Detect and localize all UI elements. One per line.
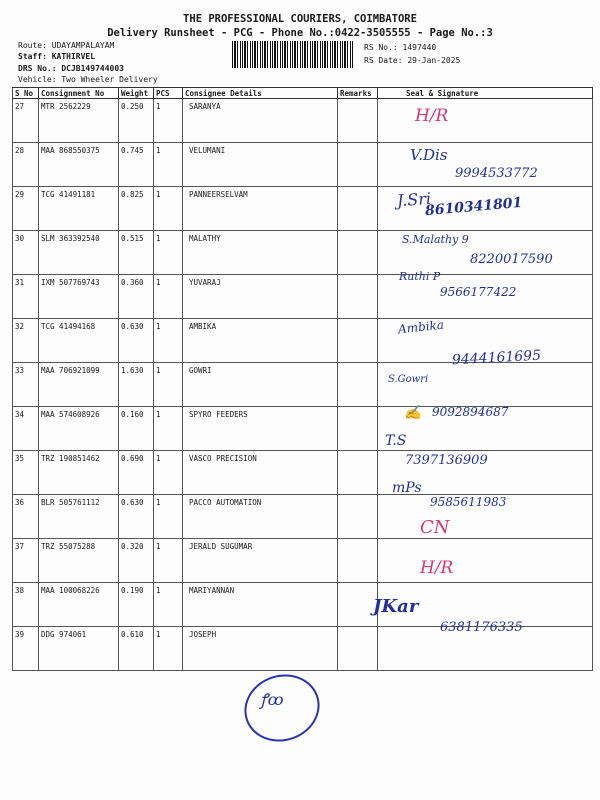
- handwritten-signature: Ambika: [397, 317, 445, 337]
- handwritten-phone: 6381176335: [440, 620, 523, 635]
- row-remarks: [338, 451, 378, 495]
- row-weight: 0.630: [119, 319, 154, 363]
- row-weight: 0.250: [119, 99, 154, 143]
- row-pcs: 1: [154, 407, 183, 451]
- row-consignee: JOSEPH: [183, 627, 338, 671]
- row-consignee: AMBIKA: [183, 319, 338, 363]
- row-consignee: VASCO PRECISION: [183, 451, 338, 495]
- row-pcs: 1: [154, 99, 183, 143]
- col-remarks: Remarks: [338, 88, 378, 99]
- row-pcs: 1: [154, 187, 183, 231]
- row-sno: 30: [13, 231, 39, 275]
- row-remarks: [338, 187, 378, 231]
- row-remarks: [338, 583, 378, 627]
- row-sno: 33: [13, 363, 39, 407]
- row-weight: 0.360: [119, 275, 154, 319]
- row-consignment: MAA 100068226: [39, 583, 119, 627]
- col-consignee: Consignee Details: [183, 88, 338, 99]
- handwritten-phone: 9566177422: [440, 285, 517, 299]
- row-remarks: [338, 627, 378, 671]
- row-pcs: 1: [154, 231, 183, 275]
- row-weight: 0.190: [119, 583, 154, 627]
- row-remarks: [338, 495, 378, 539]
- row-sno: 27: [13, 99, 39, 143]
- handwritten-phone: 9092894687: [432, 405, 509, 419]
- handwritten-signature: V.Dis: [410, 146, 448, 164]
- col-weight: Weight: [119, 88, 154, 99]
- row-consignee: YUVARAJ: [183, 275, 338, 319]
- handwritten-signature: J.Sri: [396, 188, 432, 211]
- row-consignment: TRZ 55075288: [39, 539, 119, 583]
- row-remarks: [338, 363, 378, 407]
- handwritten-signature-mark: ✍: [404, 405, 422, 421]
- row-consignment: TCG 41491181: [39, 187, 119, 231]
- row-consignee: PACCO AUTOMATION: [183, 495, 338, 539]
- row-remarks: [338, 143, 378, 187]
- handwritten-signature: JKar: [373, 596, 419, 617]
- handwritten-phone: 9994533772: [455, 166, 538, 181]
- row-pcs: 1: [154, 363, 183, 407]
- col-sno: S No: [13, 88, 39, 99]
- handwritten-phone: 9585611983: [430, 495, 507, 509]
- row-consignee: MARIYANNAN: [183, 583, 338, 627]
- row-sno: 38: [13, 583, 39, 627]
- row-consignee: SPYRO FEEDERS: [183, 407, 338, 451]
- row-pcs: 1: [154, 451, 183, 495]
- row-pcs: 1: [154, 539, 183, 583]
- handwritten-remark: H/R: [415, 106, 449, 126]
- runsheet-subtitle: Delivery Runsheet - PCG - Phone No.:0422-3505555 - Page No.:3: [107, 27, 493, 39]
- row-sno: 39: [13, 627, 39, 671]
- staff-label: Staff: KATHIRVEL: [18, 52, 96, 61]
- col-pcs: PCS: [154, 88, 183, 99]
- row-pcs: 1: [154, 143, 183, 187]
- row-sno: 36: [13, 495, 39, 539]
- company-title: THE PROFESSIONAL COURIERS, COIMBATORE: [183, 13, 417, 25]
- row-consignee: MALATHY: [183, 231, 338, 275]
- row-consignment: SLM 363392540: [39, 231, 119, 275]
- row-consignee: JERALD SUGUMAR: [183, 539, 338, 583]
- rs-date: RS Date: 29-Jan-2025: [364, 56, 461, 65]
- row-remarks: [338, 231, 378, 275]
- row-weight: 0.630: [119, 495, 154, 539]
- row-consignment: IXM 507769743: [39, 275, 119, 319]
- row-sno: 32: [13, 319, 39, 363]
- row-consignment: DDG 974061: [39, 627, 119, 671]
- row-weight: 1.630: [119, 363, 154, 407]
- handwritten-signature: T.S: [385, 433, 407, 449]
- row-sno: 34: [13, 407, 39, 451]
- row-remarks: [338, 275, 378, 319]
- barcode: [232, 41, 354, 68]
- handwritten-remark: CN: [420, 517, 450, 538]
- row-consignment: MAA 868550375: [39, 143, 119, 187]
- row-weight: 0.825: [119, 187, 154, 231]
- row-sno: 29: [13, 187, 39, 231]
- row-consignee: GOWRI: [183, 363, 338, 407]
- seal-signature-mark: ꝭꝏ: [260, 690, 284, 709]
- row-pcs: 1: [154, 319, 183, 363]
- handwritten-phone: 9444161695: [451, 347, 542, 369]
- row-consignment: TRZ 190851462: [39, 451, 119, 495]
- handwritten-remark: H/R: [420, 558, 454, 578]
- table-row: [13, 99, 593, 143]
- table-header-row: [13, 88, 593, 99]
- row-pcs: 1: [154, 495, 183, 539]
- handwritten-signature: S.Gowri: [388, 374, 429, 385]
- handwritten-signature: mPs: [392, 480, 422, 496]
- row-signature: [378, 539, 593, 583]
- row-sno: 35: [13, 451, 39, 495]
- row-sno: 37: [13, 539, 39, 583]
- row-consignee: SARANYA: [183, 99, 338, 143]
- row-weight: 0.610: [119, 627, 154, 671]
- handwritten-phone: 7397136909: [405, 453, 488, 468]
- table-row: [13, 363, 593, 407]
- row-weight: 0.160: [119, 407, 154, 451]
- drs-number: DRS No.: DCJB149744003: [18, 64, 124, 73]
- table-row: [13, 539, 593, 583]
- row-consignee: PANNEERSELVAM: [183, 187, 338, 231]
- row-pcs: 1: [154, 583, 183, 627]
- table-row: [13, 451, 593, 495]
- row-weight: 0.515: [119, 231, 154, 275]
- row-remarks: [338, 539, 378, 583]
- row-consignee: VELUMANI: [183, 143, 338, 187]
- row-sno: 28: [13, 143, 39, 187]
- row-consignment: MAA 706921099: [39, 363, 119, 407]
- handwritten-phone: 8220017590: [470, 252, 553, 267]
- row-consignment: MTR 2562229: [39, 99, 119, 143]
- row-signature: [378, 99, 593, 143]
- row-sno: 31: [13, 275, 39, 319]
- col-seal-signature: Seal & Signature: [378, 88, 593, 99]
- handwritten-phone: 8610341801: [424, 194, 523, 220]
- row-remarks: [338, 99, 378, 143]
- row-pcs: 1: [154, 627, 183, 671]
- row-weight: 0.690: [119, 451, 154, 495]
- row-remarks: [338, 319, 378, 363]
- route-label: Route: UDAYAMPALAYAM: [18, 41, 115, 50]
- handwritten-signature: S.Malathy 9: [402, 233, 469, 246]
- row-pcs: 1: [154, 275, 183, 319]
- row-consignment: MAA 574608926: [39, 407, 119, 451]
- row-consignment: BLR 505761112: [39, 495, 119, 539]
- rs-number: RS No.: 1497440: [364, 43, 437, 52]
- handwritten-signature: Ruthi P: [399, 270, 441, 283]
- col-consignment: Consignment No: [39, 88, 119, 99]
- row-weight: 0.320: [119, 539, 154, 583]
- row-weight: 0.745: [119, 143, 154, 187]
- vehicle-label: Vehicle: Two Wheeler Delivery: [18, 75, 158, 84]
- row-remarks: [338, 407, 378, 451]
- row-consignment: TCG 41494168: [39, 319, 119, 363]
